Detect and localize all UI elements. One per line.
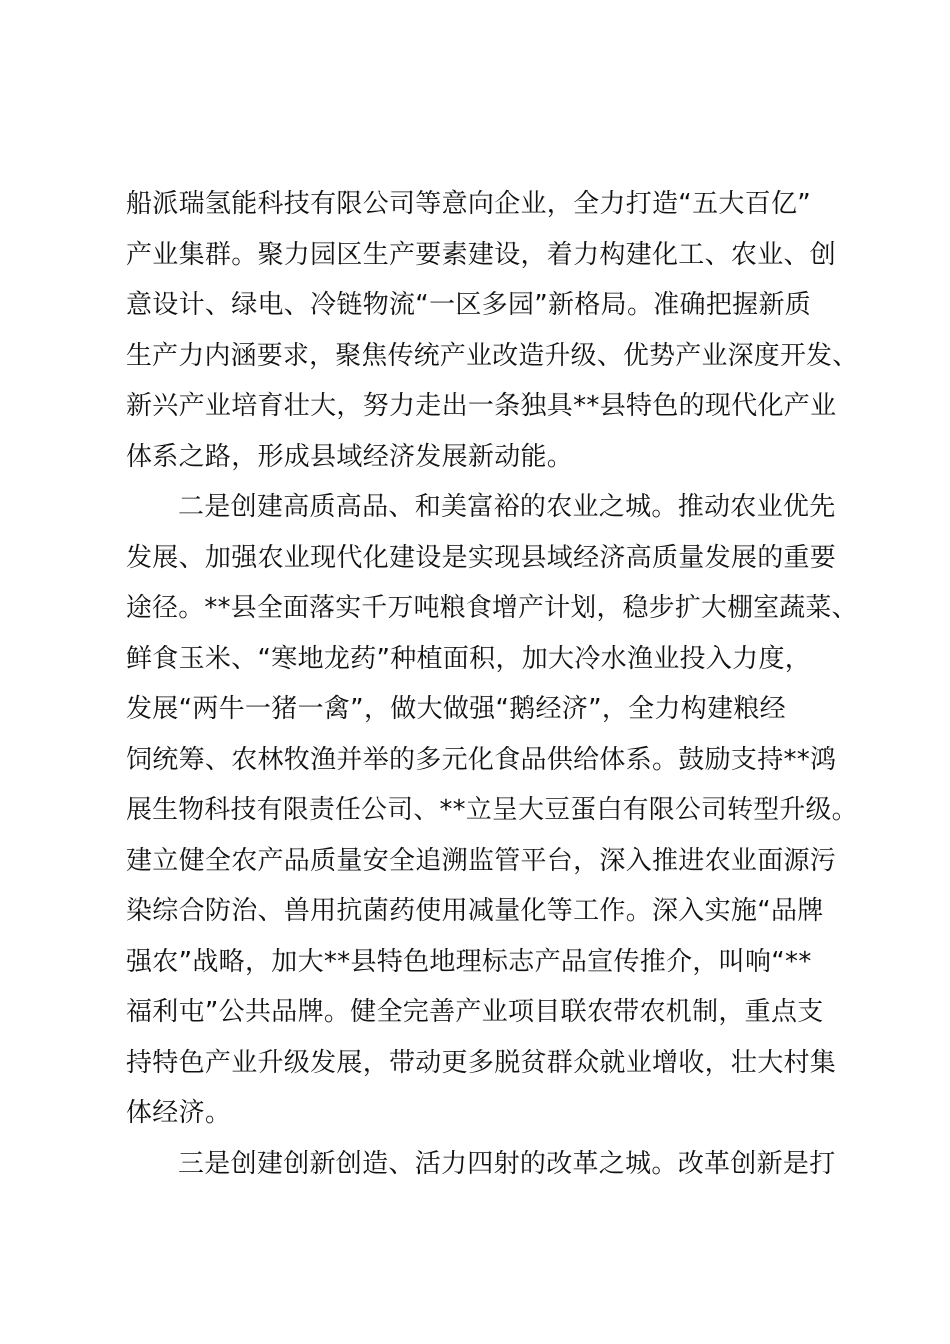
text-line: 生产力内涵要求，聚焦传统产业改造升级、优势产业深度开发、 <box>126 341 859 371</box>
text-line: 染综合防治、兽用抗菌药使用减量化等工作。深入实施“品牌 <box>126 896 824 926</box>
text-line: 产业集群。聚力园区生产要素建设，着力构建化工、农业、创 <box>126 240 837 270</box>
text-line: 船派瑞氢能科技有限公司等意向企业，全力打造“五大百亿” <box>126 189 812 219</box>
text-line: 途径。**县全面落实千万吨粮食增产计划，稳步扩大棚室蔬菜、 <box>126 593 858 623</box>
text-line: 新兴产业培育壮大，努力走出一条独具**县特色的现代化产业 <box>126 391 837 421</box>
text-line: 持特色产业升级发展，带动更多脱贫群众就业增收，壮大村集 <box>126 1048 837 1078</box>
text-line: 发展、加强农业现代化建设是实现县域经济高质量发展的重要 <box>126 543 837 573</box>
text-line: 三是创建创新创造、活力四射的改革之城。改革创新是打 <box>178 1149 836 1179</box>
text-line: 强农”战略，加大**县特色地理标志产品宣传推介，叫响“** <box>126 947 812 977</box>
text-line: 建立健全农产品质量安全追溯监管平台，深入推进农业面源污 <box>126 846 837 876</box>
text-line: 二是创建高质高品、和美富裕的农业之城。推动农业优先 <box>178 492 836 522</box>
text-line: 展生物科技有限责任公司、**立呈大豆蛋白有限公司转型升级。 <box>126 795 858 825</box>
text-line: 饲统筹、农林牧渔并举的多元化食品供给体系。鼓励支持**鸿 <box>126 745 837 775</box>
text-line: 鲜食玉米、“寒地龙药”种植面积，加大冷水渔业投入力度， <box>126 644 812 674</box>
text-line: 福利屯”公共品牌。健全完善产业项目联农带农机制，重点支 <box>126 997 824 1027</box>
text-line: 体系之路，形成县域经济发展新动能。 <box>126 442 574 472</box>
text-line: 体经济。 <box>126 1098 232 1128</box>
text-line: 发展“两牛一猪一禽”，做大做强“鹅经济”，全力构建粮经 <box>126 694 786 724</box>
text-line: 意设计、绿电、冷链物流“一区多园”新格局。准确把握新质 <box>126 290 812 320</box>
